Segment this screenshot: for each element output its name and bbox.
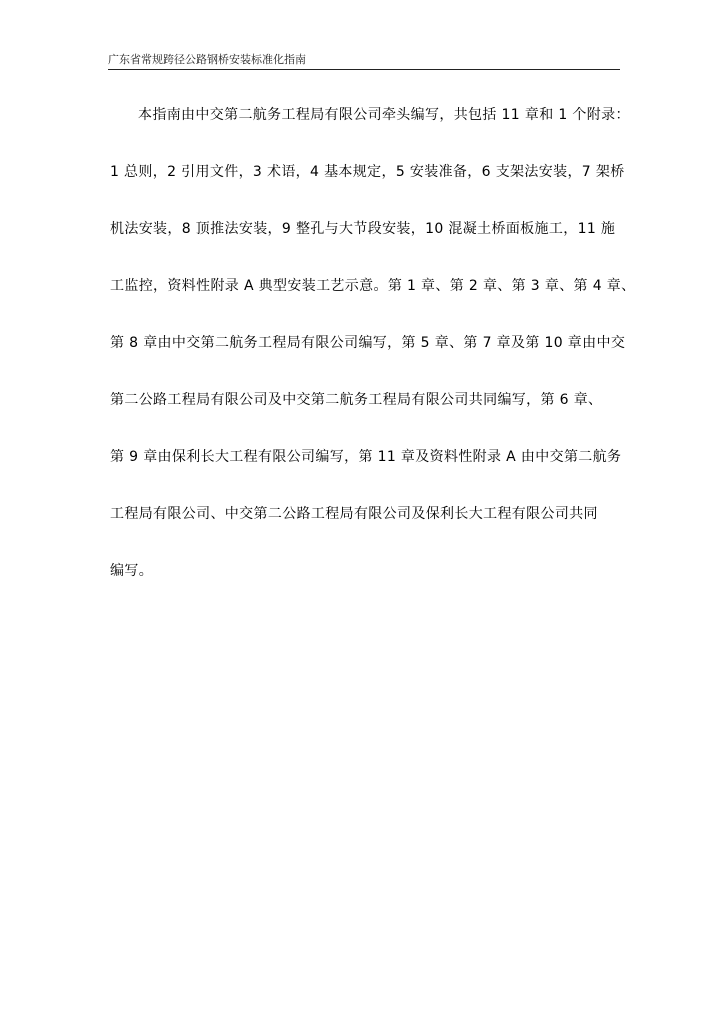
header-divider bbox=[108, 69, 620, 70]
paragraph-line-1: 本指南由中交第二航务工程局有限公司牵头编写，共包括 11 章和 1 个附录： bbox=[138, 107, 630, 123]
paragraph-line-6: 第二公路工程局有限公司及中交第二航务工程局有限公司共同编写，第 6 章、 bbox=[110, 392, 603, 408]
paragraph-line-8: 工程局有限公司、中交第二公路工程局有限公司及保利长大工程有限公司共同 bbox=[110, 506, 598, 522]
paragraph-line-5: 第 8 章由中交第二航务工程局有限公司编写，第 5 章、第 7 章及第 10 章由中交 bbox=[110, 335, 626, 351]
paragraph-line-9: 编写。 bbox=[110, 563, 154, 579]
paragraph-line-2: 1 总则，2 引用文件，3 术语，4 基本规定，5 安装准备，6 支架法安装，7 架桥 bbox=[110, 164, 625, 180]
paragraph-line-3: 机法安装，8 顶推法安装，9 整孔与大节段安装，10 混凝土桥面板施工，11 施 bbox=[110, 221, 616, 237]
running-header: 广东省常规跨径公路钢桥安装标准化指南 bbox=[108, 53, 306, 66]
paragraph-line-4: 工监控，资料性附录 A 典型安装工艺示意。第 1 章、第 2 章、第 3 章、第 4 章、 bbox=[110, 278, 636, 294]
paragraph-line-7: 第 9 章由保利长大工程有限公司编写，第 11 章及资料性附录 A 由中交第二航务 bbox=[110, 449, 622, 465]
